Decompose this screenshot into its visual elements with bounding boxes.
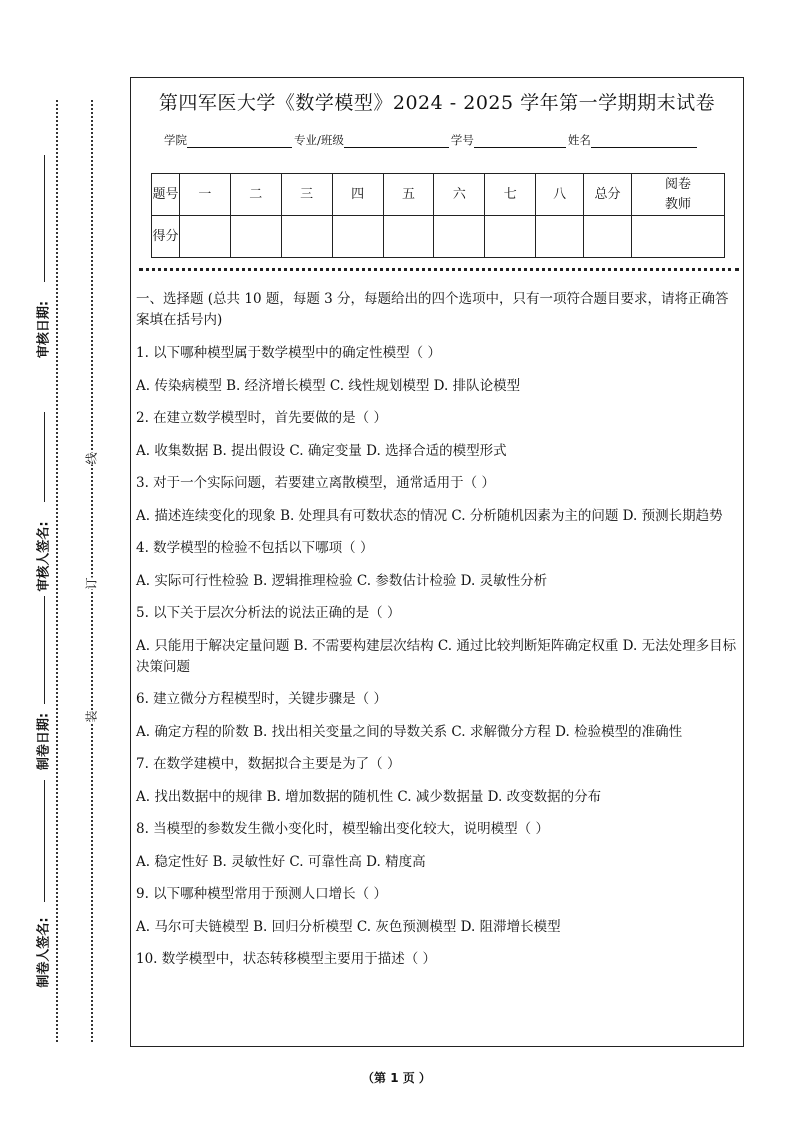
score-cell[interactable] [179,216,230,258]
row-label-score: 得分 [152,216,180,258]
score-cell[interactable] [230,216,281,258]
col-grader: 阅卷教师 [631,174,724,216]
score-cell[interactable] [485,216,536,258]
question-text: 2. 在建立数学模型时，首先要做的是（ ） [136,410,387,426]
score-cell[interactable] [332,216,383,258]
col-4: 四 [332,174,383,216]
question-text: 7. 在数学建模中，数据拟合主要是为了（ ） [136,756,401,772]
score-cell[interactable] [434,216,485,258]
question-options: A. 传染病模型 B. 经济增长模型 C. 线性规划模型 D. 排队论模型 [136,378,521,394]
score-cell[interactable] [281,216,332,258]
score-cell[interactable] [383,216,434,258]
question-text: 9. 以下哪种模型常用于预测人口增长（ ） [136,886,387,902]
student-id-field[interactable] [474,133,566,148]
exam-frame [130,77,744,1047]
reviewer-signature-label: 审核人签名: [36,521,52,592]
major-field[interactable] [344,133,449,148]
col-5: 五 [383,174,434,216]
name-label: 姓名 [567,133,591,147]
score-table-header-row [152,174,725,216]
student-info-row [164,132,699,148]
exam-title: 第四军医大学《数学模型》2024 - 2025 学年第一学期期末试卷 [158,92,716,114]
college-label: 学院 [164,133,187,147]
question-options: A. 描述连续变化的现象 B. 处理具有可数状态的情况 C. 分析随机因素为主的问题 D. 预测长期趋势 [136,508,723,524]
dotted-separator [139,268,739,271]
name-field[interactable] [591,133,697,148]
score-cell[interactable] [584,216,632,258]
bind-char-zhuang: 装 [81,710,102,722]
question-options: A. 收集数据 B. 提出假设 C. 确定变量 D. 选择合适的模型形式 [136,443,507,459]
compiler-signature-line [44,780,45,902]
col-total: 总分 [584,174,632,216]
col-2: 二 [230,174,281,216]
question-text: 1. 以下哪种模型属于数学模型中的确定性模型（ ） [136,345,441,361]
review-date-label: 审核日期: [36,300,52,359]
col-7: 七 [485,174,536,216]
score-cell[interactable] [536,216,584,258]
question-text: 8. 当模型的参数发生微小变化时，模型输出变化较大，说明模型（ ） [136,821,549,837]
question-text: 6. 建立微分方程模型时，关键步骤是（ ） [136,691,387,707]
section-heading: 一、选择题 (总共 10 题，每题 3 分，每题给出的四个选项中，只有一项符合题目要求，请将正确答案填在括号内) [136,291,729,328]
college-field[interactable] [187,133,292,148]
binding-dotted-line-outer [56,100,58,1042]
compiler-signature-label: 制卷人签名: [36,917,52,988]
review-date-line [44,155,45,282]
major-label: 专业/班级 [294,133,344,147]
col-3: 三 [281,174,332,216]
question-text: 3. 对于一个实际问题，若要建立离散模型，通常适用于（ ） [136,475,495,491]
question-text: 4. 数学模型的检验不包括以下哪项（ ） [136,540,374,556]
question-options: A. 找出数据中的规律 B. 增加数据的随机性 C. 减少数据量 D. 改变数据的分布 [136,789,602,805]
question-options: A. 实际可行性检验 B. 逻辑推理检验 C. 参数估计检验 D. 灵敏性分析 [136,573,548,589]
bind-char-ding: 订 [81,577,102,589]
question-options: A. 稳定性好 B. 灵敏性好 C. 可靠性高 D. 精度高 [136,854,426,870]
reviewer-signature-line [44,412,45,502]
col-8: 八 [536,174,584,216]
col-1: 一 [179,174,230,216]
page-footer: （第 1 页 ） [362,1071,431,1085]
question-options: A. 确定方程的阶数 B. 找出相关变量之间的导数关系 C. 求解微分方程 D. 检验模型的准确性 [136,724,683,740]
question-text: 10. 数学模型中，状态转移模型主要用于描述（ ） [136,951,437,967]
question-options: A. 只能用于解决定量问题 B. 不需要构建层次结构 C. 通过比较判断矩阵确定权重 D. 无法处理多目标决策问题 [136,638,737,675]
score-cell[interactable] [631,216,724,258]
binding-dotted-line-inner [91,100,93,1042]
row-label-question-number: 题号 [152,174,180,216]
col-6: 六 [434,174,485,216]
student-id-label: 学号 [450,133,474,147]
compile-date-line [44,596,45,704]
compile-date-label: 制卷日期: [36,712,52,771]
question-options: A. 马尔可夫链模型 B. 回归分析模型 C. 灰色预测模型 D. 阻滞增长模型 [136,919,561,935]
score-table-score-row [152,216,725,258]
bind-char-xian: 线 [81,452,102,464]
score-table [151,173,725,258]
question-text: 5. 以下关于层次分析法的说法正确的是（ ） [136,605,401,621]
questions-body [136,289,739,982]
